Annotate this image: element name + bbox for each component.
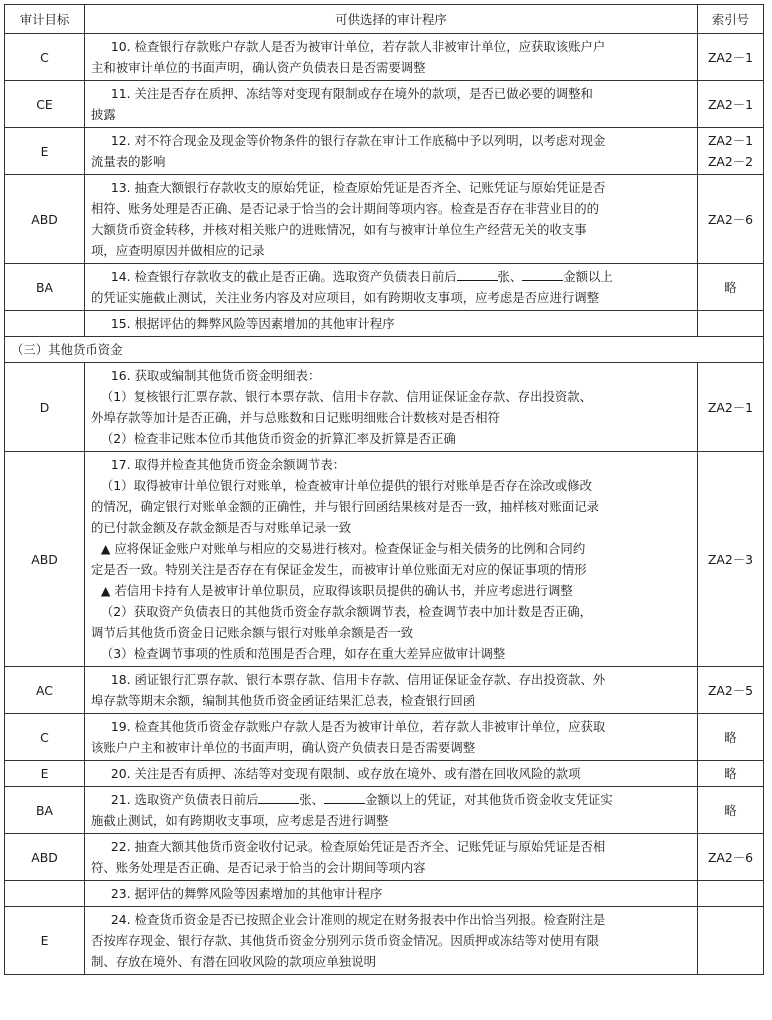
index-number: 略 <box>698 787 764 834</box>
index-number: ZA2－1 <box>698 34 764 81</box>
table-row <box>5 907 764 975</box>
section-title: （三）其他货币资金 <box>5 337 764 363</box>
index-number: ZA2－1 ZA2－2 <box>698 128 764 175</box>
table-row <box>5 761 764 787</box>
audit-goal: AC <box>5 667 85 714</box>
index-number: ZA2－1 <box>698 81 764 128</box>
index-number: ZA2－6 <box>698 834 764 881</box>
table-row <box>5 363 764 452</box>
section-row <box>5 337 764 363</box>
procedure-text: 18. 函证银行汇票存款、银行本票存款、信用卡存款、信用证保证金存款、存出投资款、外 埠存款等期末余额，编制其他货币资金函证结果汇总表，检查银行回函 <box>85 667 698 714</box>
procedure-text: 12. 对不符合现金及现金等价物条件的银行存款在审计工作底稿中予以列明，以考虑对现金 流量表的影响 <box>85 128 698 175</box>
audit-goal: C <box>5 34 85 81</box>
procedure-text: 21. 选取资产负债表日前后 张、 金额以上的凭证，对其他货币资金收支凭证实 施截止测试，如有跨期收支事项，应考虑是否进行调整 <box>85 787 698 834</box>
index-number <box>698 311 764 337</box>
table-row <box>5 175 764 264</box>
table-row <box>5 667 764 714</box>
procedure-text: 22. 抽查大额其他货币资金收付记录。检查原始凭证是否齐全、记账凭证与原始凭证是否相 符、账务处理是否正确、是否记录于恰当的会计期间等项内容 <box>85 834 698 881</box>
index-number: ZA2－1 <box>698 363 764 452</box>
audit-goal <box>5 311 85 337</box>
index-number: ZA2－6 <box>698 175 764 264</box>
audit-goal: ABD <box>5 452 85 667</box>
procedure-text: 11. 关注是否存在质押、冻结等对变现有限制或存在境外的款项，是否已做必要的调整和 披露 <box>85 81 698 128</box>
table-row <box>5 34 764 81</box>
fill-blank <box>457 268 498 281</box>
fill-blank <box>258 791 299 804</box>
header-index: 索引号 <box>698 5 764 34</box>
audit-goal: ABD <box>5 834 85 881</box>
audit-goal: CE <box>5 81 85 128</box>
audit-procedure-table <box>4 4 764 975</box>
procedure-text: 16. 获取或编制其他货币资金明细表： （1）复核银行汇票存款、银行本票存款、信用卡存款、信用证保证金存款、存出投资款、 外埠存款等加计是否正确，并与总账数和日记账明细账合计数核对是否相符 （2）检查非记账本位币其他货币资金的折算汇率及折算是否正确 <box>85 363 698 452</box>
index-number: 略 <box>698 264 764 311</box>
audit-goal: E <box>5 128 85 175</box>
procedure-text: 14. 检查银行存款收支的截止是否正确。选取资产负债表日前后 张、 金额以上 的凭证实施截止测试，关注业务内容及对应项目，如有跨期收支事项，应考虑是否应进行调整 <box>85 264 698 311</box>
table-row <box>5 714 764 761</box>
audit-goal <box>5 881 85 907</box>
index-number: 略 <box>698 761 764 787</box>
table-row <box>5 81 764 128</box>
table-row <box>5 128 764 175</box>
audit-goal: E <box>5 761 85 787</box>
table-row <box>5 787 764 834</box>
procedure-text: 20. 关注是否有质押、冻结等对变现有限制、或存放在境外、或有潜在回收风险的款项 <box>85 761 698 787</box>
audit-goal: ABD <box>5 175 85 264</box>
table-row <box>5 311 764 337</box>
table-row <box>5 264 764 311</box>
audit-goal: D <box>5 363 85 452</box>
index-number: ZA2－5 <box>698 667 764 714</box>
table-row <box>5 452 764 667</box>
index-number <box>698 881 764 907</box>
index-number: 略 <box>698 714 764 761</box>
audit-goal: E <box>5 907 85 975</box>
procedure-text: 24. 检查货币资金是否已按照企业会计准则的规定在财务报表中作出恰当列报。检查附注是 否按库存现金、银行存款、其他货币资金分别列示货币资金情况。因质押或冻结等对使用有限 制、存放在境外、有潜在回收风险的款项应单独说明 <box>85 907 698 975</box>
procedure-text: 15. 根据评估的舞弊风险等因素增加的其他审计程序 <box>85 311 698 337</box>
index-number: ZA2－3 <box>698 452 764 667</box>
header-goal: 审计目标 <box>5 5 85 34</box>
fill-blank <box>324 791 365 804</box>
procedure-text: 10. 检查银行存款账户存款人是否为被审计单位，若存款人非被审计单位，应获取该账户户 主和被审计单位的书面声明，确认资产负债表日是否需要调整 <box>85 34 698 81</box>
fill-blank <box>522 268 563 281</box>
table-row <box>5 881 764 907</box>
procedure-text: 13. 抽查大额银行存款收支的原始凭证，检查原始凭证是否齐全、记账凭证与原始凭证是否 相符、账务处理是否正确、是否记录于恰当的会计期间等项内容。检查是否存在非营业目的的 大额货币资金转移，并核对相关账户的进账情况，如有与被审计单位生产经营无关的收支事 项，应查明原因并做相应的记录 <box>85 175 698 264</box>
audit-goal: C <box>5 714 85 761</box>
procedure-text: 23. 据评估的舞弊风险等因素增加的其他审计程序 <box>85 881 698 907</box>
header-procedure: 可供选择的审计程序 <box>85 5 698 34</box>
table-row <box>5 834 764 881</box>
procedure-text: 17. 取得并检查其他货币资金余额调节表： （1）取得被审计单位银行对账单，检查被审计单位提供的银行对账单是否存在涂改或修改 的情况，确定银行对账单金额的正确性，并与银行回函结果核对是否一致，抽样核对账面记录 的已付款金额及存款金额是否与对账单记录一致 ▲ 应将保证金账户对账单与相应的交易进行核对。检查保证金与相关债务的比例和合同约 定是否一致。特别关注是否存在有保证金发生，而被审计单位账面无对应的保证事项的情形 ▲ 若信用卡持有人是被审计单位职员，应取得该职员提供的确认书，并应考虑进行调整 （2）获取资产负债表日的其他货币资金存款余额调节表，检查调节表中加计数是否正确， 调节后其他货币资金日记账余额与银行对账单余额是否一致 （3）检查调节事项的性质和范围是否合理，如存在重大差异应做审计调整 <box>85 452 698 667</box>
audit-goal: BA <box>5 264 85 311</box>
procedure-text: 19. 检查其他货币资金存款账户存款人是否为被审计单位，若存款人非被审计单位，应获取 该账户户主和被审计单位的书面声明，确认资产负债表日是否需要调整 <box>85 714 698 761</box>
header-row <box>5 5 764 34</box>
index-number <box>698 907 764 975</box>
audit-goal: BA <box>5 787 85 834</box>
